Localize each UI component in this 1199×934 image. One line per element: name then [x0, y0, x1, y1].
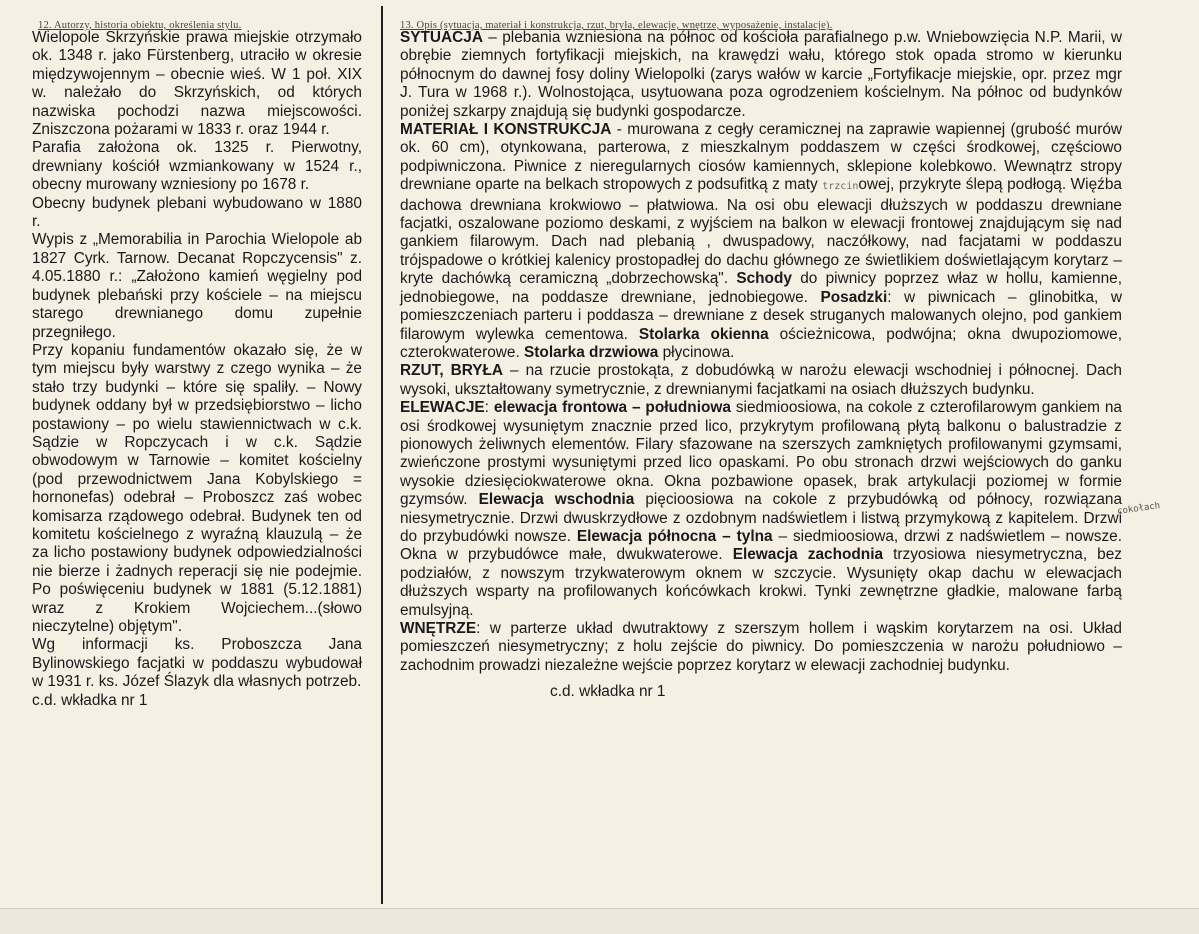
stolarka-drzwiowa-label: Stolarka drzwiowa	[524, 343, 659, 361]
rzut-text: – na rzucie prostokąta, z dobudówką w narożu elewacji wschodniej i północnej. Dach wysoki, ukształtowany symetrycznie, z drewnianymi facjatkami na osiach dłuższych budynku.	[400, 362, 1122, 398]
schody-label: Schody	[736, 270, 792, 288]
section-sytuacja	[400, 29, 1122, 121]
wnetrze-label: WNĘTRZE	[400, 620, 477, 637]
rzut-label: RZUT, BRYŁA	[400, 362, 504, 380]
stolarka-okienna-text: ościeżnicowa, podwójna; okna dwupoziomowe, czterokwaterowe.	[400, 325, 1123, 361]
paragraph-parish: Parafia założona ok. 1325 r. Pierwotny, drewniany kościół wzmiankowany w 1524 r., obecny murowany wzniesiony po 1678 r.	[32, 139, 362, 194]
posadzki-label: Posadzki	[820, 288, 888, 306]
paragraph-building-date: Obecny budynek plebani wybudowano w 1880 r.	[32, 194, 362, 231]
material-text-2: owej, przykryte ślepą podłogą. Więźba dachowa drewniana krokwiowo – płatwiowa. Na osi obu elewacji dłuższych w poddaszu drewniane facjatki, oszalowane poziomo deskami, z wyjściem na balkon w elewacji frontowej znajdującym się nad gankiem filarowym. Dach nad plebanią , dwuspadowy, naczółkowy, nad facjatami w poddaszu trójspadowe o krótkiej kalenicy prostopadłej do dachu głównego ze świetlikiem doświetlającym korytarz – kryte dachówką ceramiczną „dobrzechowską".	[400, 176, 1122, 288]
north-elevation-label: Elewacja północna – tylna	[576, 527, 773, 545]
stolarka-drzwiowa-text: płycinowa.	[658, 343, 735, 361]
front-elevation-label: elewacja frontowa – południowa	[493, 399, 731, 417]
handwritten-word: trzcin	[822, 181, 859, 193]
section-elewacje	[400, 399, 1122, 620]
stolarka-okienna-label: Stolarka okienna	[638, 325, 769, 343]
right-column	[400, 20, 1122, 702]
paragraph-history-town: Wielopole Skrzyńskie prawa miejskie otrzymało ok. 1348 r. jako Fürstenberg, utraciło w okresie międzywojennym – obecnie wieś. W 1 poł. XIX w. należało do Skrzyńskich, od których nazwiska pochodzi nazwa miejscowości. Zniszczona pożarami w 1833 r. oraz 1944 r.	[32, 29, 362, 139]
material-text-1: - murowana z cegły ceramicznej na zaprawie wapiennej (grubość murów ok. 60 cm), otynkowana, parterowa, z mieszkalnym poddaszem w części środkowej, częściowo podpiwniczona. Piwnice z nieregularnych ciosów kamiennych, sklepione kolebkowo. Wewnątrz stropy drewniane oparte na belkach stropowych z podsufitką z maty	[400, 121, 1122, 194]
sytuacja-label: SYTUACJA	[400, 29, 483, 46]
east-elevation-text: pięcioosiowa na cokole z przybudówką od północy, rozwiązana niesymetrycznie. Drzwi dwuskrzydłowe z ozdobnym nadświetlem i listwą przymykową z kapitelem. Drzwi do przybudówki nowsze.	[400, 491, 1123, 545]
right-column-header: 13. Opis (sytuacja, materiał i konstrukcja, rzut, bryła, elewacje, wnętrze, wyposażenie, instalacje).	[400, 20, 833, 31]
front-elevation-text: siedmioosiowa, na cokole z czterofilarowym gankiem na osi środkowej wysuniętym znacznie przed lico, przykrytym profilowaną płytą balkonu o balustradzie z pionowych żeliwnych elementów. Filary sfazowane na szerszych zamkniętych profilowanymi gzymsami, zwieńczone prostymi wysuniętymi przed lico opaskami. Po obu stronach drzwi wejściowych do ganku wysokie dziesięciokwaterowe okna. Okna pozbawione opasek, brak artykulacji poziomej w formie gzymsów.	[400, 399, 1122, 509]
paragraph-foundations: Przy kopaniu fundamentów okazało się, że w tym miejscu były warstwy z czego wynika – że stało trzy budynki – które się spaliły. – Nowy budynek oddany był w przedsiębiorstwo – licho postawiony – po wielu stawiennictwach w c.k. Sądzie w Ropczycach i w c.k. Sądzie obwodowym w Tarnowie – komitet kościelny (pod przewodnictwem Jana Kobylskiego = hornonefas) odebrał – Proboszcz zaś wobec komisarza rządowego odebrał. Budynek ten od komitetu kościelnego z wyraźną klauzulą – że za licho postawiony budynek odpowiedzialności nie bierze i żadnych reperacji się nie podejmie. Po poświęceniu budynek w 1881 (5.12.1881) wraz z Krokiem Wojciechem...(słowo nieczytelne) objętym".	[32, 341, 362, 635]
posadzki-text: : w piwnicach – glinobitka, w pomieszczeniach parteru i poddasza – drewniane z desek struganych malowanych olejno, pod gankiem filarowym wylewka cementowa.	[400, 288, 1122, 343]
north-elevation-text: – siedmioosiowa, drzwi z nadświetlem – nowsze. Okna w przybudówce małe, dwukwaterowe.	[400, 527, 1122, 564]
elewacje-sep: :	[484, 399, 494, 417]
section-material	[400, 121, 1122, 362]
paragraph-dormers: Wg informacji ks. Proboszcza Jana Bylinowskiego facjatki w poddaszu wybudował w 1931 r. ks. Józef Ślazyk dla własnych potrzeb.	[32, 636, 362, 691]
wnetrze-text: : w parterze układ dwutraktowy z szerszym hollem i wąskim korytarzem na osi. Układ pomieszczeń niesymetryczny; z holu zejście do piwnicy. Do pomieszczenia w narożu południowo – zachodnim prowadzi niezależne wejście poprzez korytarz w elewacji zachodniej budynku.	[400, 620, 1122, 674]
material-label: MATERIAŁ I KONSTRUKCJA	[400, 121, 612, 139]
left-reference: c.d. wkładka nr 1	[32, 691, 148, 709]
section-rzut	[400, 362, 1122, 399]
west-elevation-text: trzyosiowa niesymetryczna, bez podziałów, z nowszym trzykwaterowym oknem w szczycie. Wysunięty okap dachu w elewacjach dłuższych wsparty na profilowanych końcówkach krokwi. Tynki zewnętrzne gładkie, malowane farbą emulsyjną.	[400, 546, 1122, 619]
schody-text: do piwnicy poprzez właz w hollu, kamienne, jednobiegowe, na poddasze drewniane, jednobiegowe.	[400, 270, 1122, 306]
left-column-header: 12. Autorzy, historia obiektu, określenia stylu.	[38, 20, 242, 31]
handwritten-margin-note: cokołach	[1116, 501, 1161, 517]
elewacje-label: ELEWACJE	[400, 399, 485, 417]
west-elevation-label: Elewacja zachodnia	[732, 546, 884, 564]
east-elevation-label: Elewacja wschodnia	[478, 491, 635, 509]
page-bottom-edge	[0, 908, 1199, 934]
paragraph-memorabilia: Wypis z „Memorabilia in Parochia Wielopole ab 1827 Cyrk. Tarnow. Decanat Ropczycensis" z. 4.05.1880 r.: „Założono kamień węgielny pod budynek plebański przy kościele – na miejscu starego drewnianego domu zupełnie przegniłego.	[32, 231, 362, 341]
column-divider	[381, 6, 383, 904]
section-wnetrze	[400, 620, 1122, 675]
sytuacja-text: – plebania wzniesiona na północ od kościoła parafialnego p.w. Wniebowzięcia N.P. Marii, w obrębie ziemnych fortyfikacji miejskich, na krawędzi wału, którego stok opada stromo w kierunku północnym do dawnej fosy doliny Wielopolki (zarys wałów w karcie „Fortyfikacje miejskie, opr. przez mgr J. Tura w 1968 r.). Wolnostojąca, usytuowana poza ogrodzeniem kościelnym. Na północ od budynków poniżej szkarpy znajdują się budynki gospodarcze.	[400, 29, 1122, 120]
right-reference: c.d. wkładka nr 1	[550, 683, 666, 701]
left-column	[32, 20, 362, 710]
